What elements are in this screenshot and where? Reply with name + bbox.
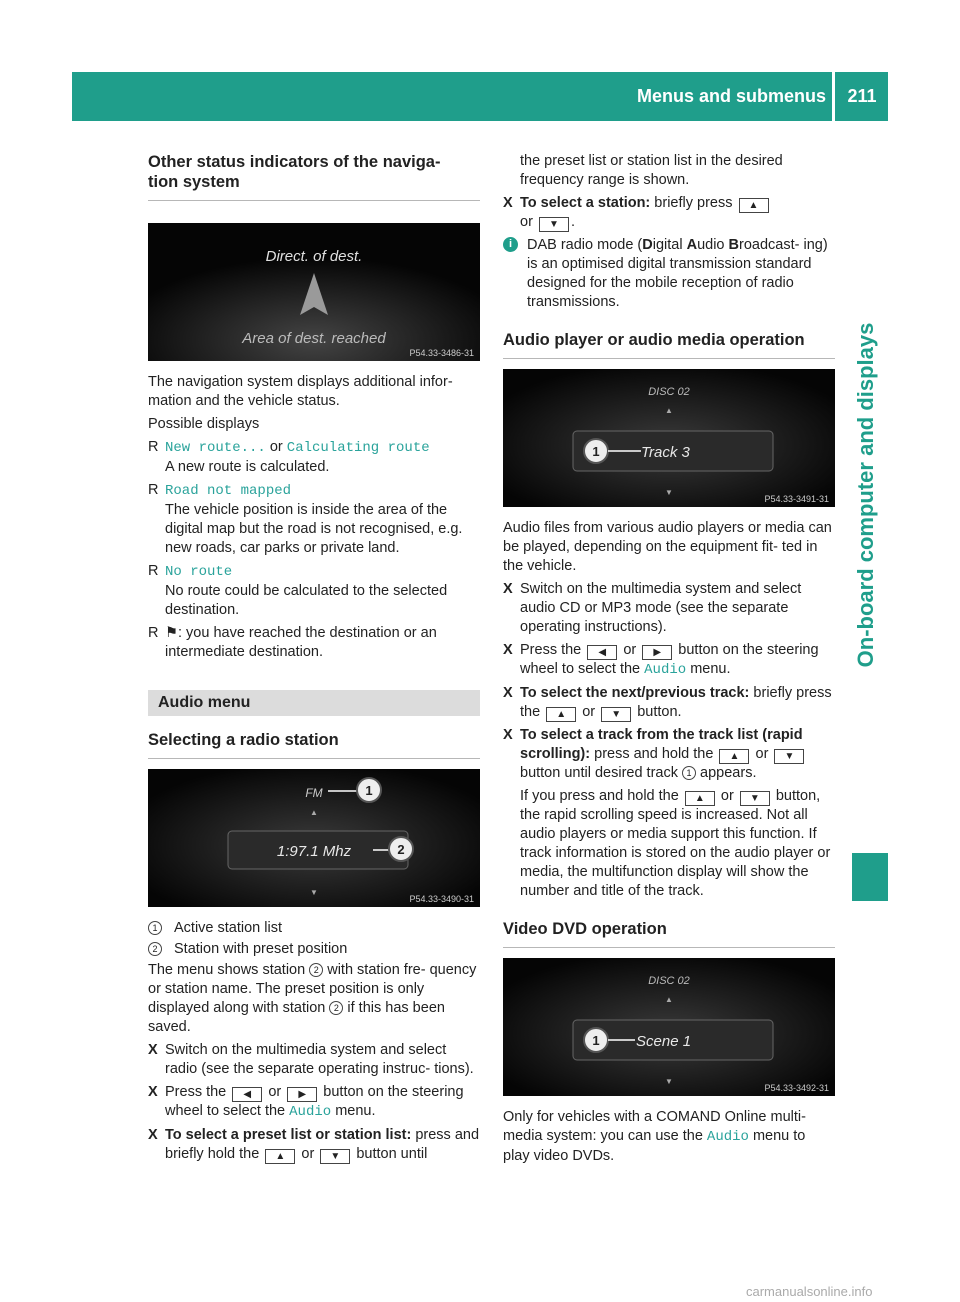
svg-text:▲: ▲ <box>310 808 318 817</box>
text: The vehicle position is inside the area of the digital map but the road is not recognised, e.g. new roads, car parks or private land. <box>165 502 463 556</box>
display-line-2: Scene 1 <box>636 1033 692 1050</box>
heading-status-indicators: Other status indicators of the naviga- tion system <box>148 152 480 201</box>
text: Press the <box>165 1084 227 1100</box>
header-divider <box>832 72 835 121</box>
chapter-title: On-board computer and displays <box>853 322 878 668</box>
step-item <box>503 684 835 722</box>
text: menu to play video DVDs. <box>503 1128 806 1164</box>
display-message: Calculating route <box>286 440 430 456</box>
text: appears. <box>700 765 757 781</box>
svg-text:▲: ▲ <box>665 406 673 415</box>
list-item <box>148 624 480 662</box>
info-icon: i <box>503 237 518 252</box>
display-line-1: DISC 02 <box>648 386 690 398</box>
step-arrow-icon: X <box>503 727 513 743</box>
callout-1-icon: 1 <box>682 766 696 780</box>
text: menu. <box>335 1103 376 1119</box>
text: if this has been saved. <box>148 1000 445 1035</box>
checkered-flag-icon: ⚑ <box>165 625 178 641</box>
screenshot-video-scene <box>503 958 835 1096</box>
bold-text: To select a track from the track list (rapid scrolling): <box>520 727 803 762</box>
paragraph: The navigation system displays additional infor- mation and the vehicle status. <box>148 374 453 409</box>
paragraph: Possible displays <box>148 416 260 432</box>
svg-text:▼: ▼ <box>310 888 318 897</box>
svg-text:▲: ▲ <box>665 995 673 1004</box>
up-button-icon: ▲ <box>719 749 749 764</box>
text: button on the steering wheel to select the <box>520 642 819 677</box>
image-reference: P54.33-3486-31 <box>409 348 474 358</box>
list-item <box>148 919 480 938</box>
text: button until <box>356 1146 428 1162</box>
display-line-2: 1:97.1 Mhz <box>276 843 352 860</box>
text: press and briefly hold the <box>165 1127 480 1162</box>
text: or <box>269 439 283 455</box>
text: briefly press <box>654 195 733 211</box>
svg-text:1: 1 <box>592 444 600 459</box>
display-message: New route... <box>165 440 266 456</box>
right-button-icon: ▶ <box>287 1087 317 1102</box>
paragraph: the preset list or station list in the desired frequency range is shown. <box>520 153 783 188</box>
text: briefly press the <box>520 685 832 720</box>
up-button-icon: ▲ <box>265 1149 295 1164</box>
chapter-side-label <box>844 175 888 815</box>
step-arrow-icon: X <box>148 1042 158 1058</box>
right-button-icon: ▶ <box>642 645 672 660</box>
step-arrow-icon: X <box>503 642 513 658</box>
svg-text:▼: ▼ <box>665 488 673 497</box>
step-arrow-icon: X <box>148 1127 158 1143</box>
text: Station with preset position <box>174 941 348 957</box>
text: A new route is calculated. <box>165 459 330 475</box>
info-note <box>503 236 835 312</box>
callout-2-icon: 2 <box>329 1001 343 1015</box>
step-item <box>503 641 835 680</box>
text: Switch on the multimedia system and select audio CD or MP3 mode (see the separate operating instructions). <box>520 581 802 635</box>
callout-2-icon: 2 <box>148 942 162 956</box>
step-arrow-icon: X <box>148 1084 158 1100</box>
list-item <box>148 481 480 558</box>
text: Only for vehicles with a COMAND Online multi- media system: you can use the <box>503 1109 806 1144</box>
bold-text: To select the next/previous track: <box>520 685 750 701</box>
right-column <box>503 152 835 1170</box>
left-button-icon: ◀ <box>587 645 617 660</box>
bold-text: D <box>642 237 653 253</box>
text: If you press and hold the <box>520 788 679 804</box>
down-button-icon: ▼ <box>774 749 804 764</box>
screenshot-audio-track <box>503 369 835 507</box>
left-button-icon: ◀ <box>232 1087 262 1102</box>
text: or <box>301 1146 315 1162</box>
screenshot-destination <box>148 223 480 361</box>
text: roadcast- ing) is an optimised digital transmission standard designed for the mobile reception of radio transmissions. <box>527 237 828 310</box>
display-message: Audio <box>644 662 687 678</box>
svg-text:1: 1 <box>592 1033 600 1048</box>
bold-text: To select a station: <box>520 195 651 211</box>
text: or <box>520 214 533 230</box>
text: DAB radio mode ( <box>527 237 643 253</box>
text: Active station list <box>174 920 282 936</box>
footer-watermark: carmanualsonline.info <box>746 1284 873 1299</box>
list-item <box>148 562 480 620</box>
step-item: X To select a station: briefly press ▲ or ▼ . <box>503 194 835 232</box>
bullet-icon: R <box>148 482 159 498</box>
down-button-icon: ▼ <box>539 217 569 232</box>
down-button-icon: ▼ <box>320 1149 350 1164</box>
display-line-1: Direct. of dest. <box>265 248 363 265</box>
image-reference: P54.33-3491-31 <box>764 494 829 504</box>
text: The menu shows station <box>148 962 306 978</box>
image-reference: P54.33-3492-31 <box>764 1083 829 1093</box>
display-message: No route <box>165 564 233 580</box>
audio-track-display <box>503 369 835 507</box>
display-line-1: FM <box>305 786 323 800</box>
display-line-1: DISC 02 <box>648 975 690 987</box>
text: menu. <box>690 661 731 677</box>
heading-selecting-radio-station: Selecting a radio station <box>148 730 480 759</box>
text: Press the <box>520 642 582 658</box>
up-button-icon: ▲ <box>685 791 715 806</box>
bold-text: A <box>686 237 698 253</box>
text: button on the steering wheel to select the <box>165 1084 464 1119</box>
destination-display <box>148 223 480 361</box>
step-item <box>503 726 835 783</box>
bold-text: To select a preset list or station list: <box>165 1127 412 1143</box>
text: udio <box>697 237 729 253</box>
left-column <box>148 152 480 1168</box>
text: button. <box>637 704 682 720</box>
text: button until desired track <box>520 765 678 781</box>
text: or <box>755 746 769 762</box>
display-line-2: Area of dest. reached <box>242 330 386 347</box>
text: or <box>268 1084 282 1100</box>
image-reference: P54.33-3490-31 <box>409 894 474 904</box>
display-message: Audio <box>706 1129 749 1145</box>
text: or <box>720 788 734 804</box>
display-message: Road not mapped <box>165 483 292 499</box>
step-item <box>503 580 835 637</box>
text: or <box>582 704 596 720</box>
text: Switch on the multimedia system and select radio (see the separate operating instruc- tions). <box>165 1042 474 1077</box>
step-arrow-icon: X <box>503 685 513 701</box>
text: : you have reached the destination or an intermediate destination. <box>165 625 437 660</box>
up-button-icon: ▲ <box>739 198 769 213</box>
text: igital <box>652 237 687 253</box>
bullet-icon: R <box>148 625 159 641</box>
step-arrow-icon: X <box>503 195 513 211</box>
paragraph <box>503 1108 835 1166</box>
step-arrow-icon: X <box>503 581 513 597</box>
heading-audio-player: Audio player or audio media operation <box>503 330 835 359</box>
chapter-tab-block <box>852 853 888 901</box>
heading-video-dvd: Video DVD operation <box>503 919 835 948</box>
page-section-title: Menus and submenus <box>636 86 826 106</box>
paragraph <box>148 961 480 1037</box>
page-number: 211 <box>847 86 877 106</box>
bold-text: B <box>728 237 740 253</box>
bullet-icon: R <box>148 563 159 579</box>
paragraph <box>503 787 835 901</box>
step-item <box>148 1126 480 1164</box>
radio-display <box>148 769 480 907</box>
text: No route could be calculated to the selected destination. <box>165 583 448 618</box>
step-item <box>148 1083 480 1122</box>
svg-text:▼: ▼ <box>665 1077 673 1086</box>
callout-2-icon: 2 <box>309 963 323 977</box>
callout-1-icon: 1 <box>148 921 162 935</box>
display-line-2: Track 3 <box>641 444 690 461</box>
display-message: Audio <box>289 1104 332 1120</box>
up-button-icon: ▲ <box>546 707 576 722</box>
svg-text:2: 2 <box>397 842 405 857</box>
text: button, the rapid scrolling speed is increased. Not all audio players or media support this function. If track information is stored on the audio player or media, the multifunction display will show the number and title of the track. <box>520 788 831 899</box>
text: with station fre- quency or station name. The preset position is only displayed along with station <box>148 962 477 1016</box>
text: press and hold the <box>594 746 714 762</box>
list-item <box>148 940 480 959</box>
step-item <box>148 1041 480 1079</box>
bullet-icon: R <box>148 439 159 455</box>
screenshot-radio <box>148 769 480 907</box>
video-scene-display <box>503 958 835 1096</box>
text: or <box>623 642 637 658</box>
list-item <box>148 438 480 477</box>
paragraph: Audio files from various audio players or media can be played, depending on the equipment fit- ted in the vehicle. <box>503 520 832 574</box>
down-button-icon: ▼ <box>601 707 631 722</box>
section-title-audio-menu: Audio menu <box>148 690 480 716</box>
svg-text:1: 1 <box>365 783 373 798</box>
down-button-icon: ▼ <box>740 791 770 806</box>
